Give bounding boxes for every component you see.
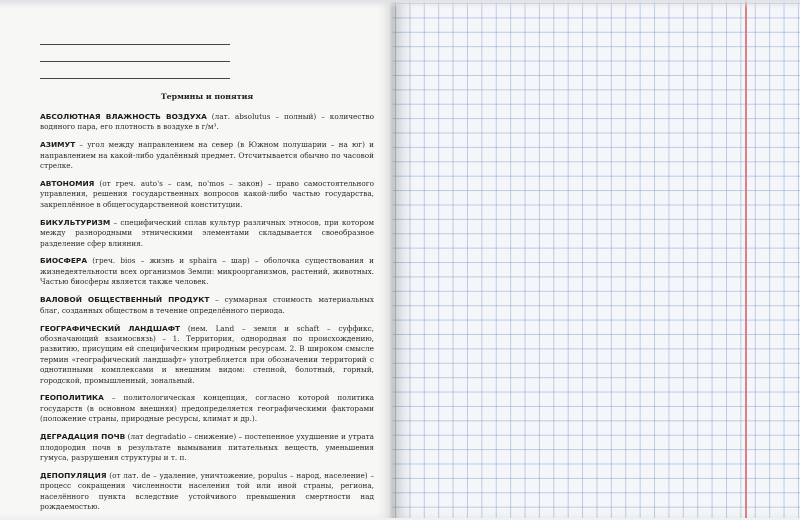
term-name: ДЕГРАДАЦИЯ ПОЧВ <box>40 432 126 442</box>
term-name: ГЕОГРАФИЧЕСКИЙ ЛАНДШАФТ <box>40 323 181 333</box>
blank-lines <box>40 44 230 95</box>
term-definition: (от греч. auto's – сам, no'mos – закон) – право самостоятельного управления, решения государственных вопросов какой-либо частью государства, закреплённое в общегосударственной конституции. <box>40 179 374 209</box>
term-definition: (от лат. de – удаление, уничтожение, populus – народ, население) – процесс сокращения численности населения той или иной страны, региона, населённого пункта вследствие устойчивого превышения смертности над рождаемостью. <box>40 470 374 512</box>
term-name: АВТОНОМИЯ <box>40 179 95 189</box>
term-entry <box>40 218 374 249</box>
term-name: ВАЛОВОЙ ОБЩЕСТВЕННЫЙ ПРОДУКТ <box>40 295 210 305</box>
term-entry <box>40 112 374 133</box>
term-entry <box>40 432 374 463</box>
term-name: БИОСФЕРА <box>40 256 88 266</box>
red-margin-line <box>745 0 747 518</box>
term-name: БИКУЛЬТУРИЗМ <box>40 217 111 227</box>
top-shadow <box>0 0 800 8</box>
term-definition: (лат. absolutus – полный) – количество водяного пара, его плотность в воздухе в г/м³. <box>40 112 374 132</box>
term-entry <box>40 179 374 210</box>
term-definition: – специфический сплав культур различных этносов, при котором между разнородными этническими элементами складывается своеобразное разделение сфер влияния. <box>40 217 374 248</box>
blank-line <box>40 61 230 62</box>
term-name: ДЕПОПУЛЯЦИЯ <box>40 470 107 480</box>
term-entry <box>40 393 374 424</box>
term-name: ГЕОПОЛИТИКА <box>40 393 104 403</box>
term-definition: (нем. Land – земля и schaft – суффикс, обозначающий взаимосвязь) – 1. Территория, однородная по происхождению, развитию, присущим ей специфическим природным ресурсам. 2. В широком смысле термин «географический ландшафт» употребляется при обозначении территорий с однотипными комплексами и внешним видом: степной, болотный, горный, городской, промышленный, зональный. <box>40 323 374 385</box>
page-heading: Термины и понятия <box>160 92 254 101</box>
blank-line <box>40 44 230 45</box>
term-entry <box>40 140 374 171</box>
term-definition: (греч. bios – жизнь и sphaira – шар) – оболочка существования и жизнедеятельности всех организмов Земли: микроорганизмов, растений, животных. Частью биосферы является также человек. <box>40 256 374 287</box>
term-entry <box>40 471 374 513</box>
term-entry <box>40 256 374 287</box>
term-definition: – суммарная стоимость материальных благ, созданных обществом в течение определённого периода. <box>40 295 374 315</box>
term-definition: – угол между направлением на север (в Южном полушарии – на юг) и направлением на какой-либо удалённый предмет. Отсчитывается обычно по часовой стрелке. <box>40 140 374 171</box>
term-entry <box>40 324 374 386</box>
term-name: АБСОЛЮТНАЯ ВЛАЖНОСТЬ ВОЗДУХА <box>40 112 207 121</box>
term-definition: – политологическая концепция, согласно которой политика государств (в основном внешняя) предопределяется географическими факторами (положение страны, природные ресурсы, климат и др.). <box>40 393 374 424</box>
term-entry <box>40 295 374 316</box>
term-definition: (лат degradatio – снижение) – постепенное ухудшение и утрата плодородия почв в результате вымывания питательных веществ, уменьшения гумуса, разрушения структуры и т. п. <box>40 432 374 462</box>
graph-paper-page <box>393 0 800 518</box>
blank-line <box>40 78 230 79</box>
term-name: АЗИМУТ <box>40 140 76 150</box>
terms-list <box>40 112 374 520</box>
left-page <box>0 0 393 518</box>
